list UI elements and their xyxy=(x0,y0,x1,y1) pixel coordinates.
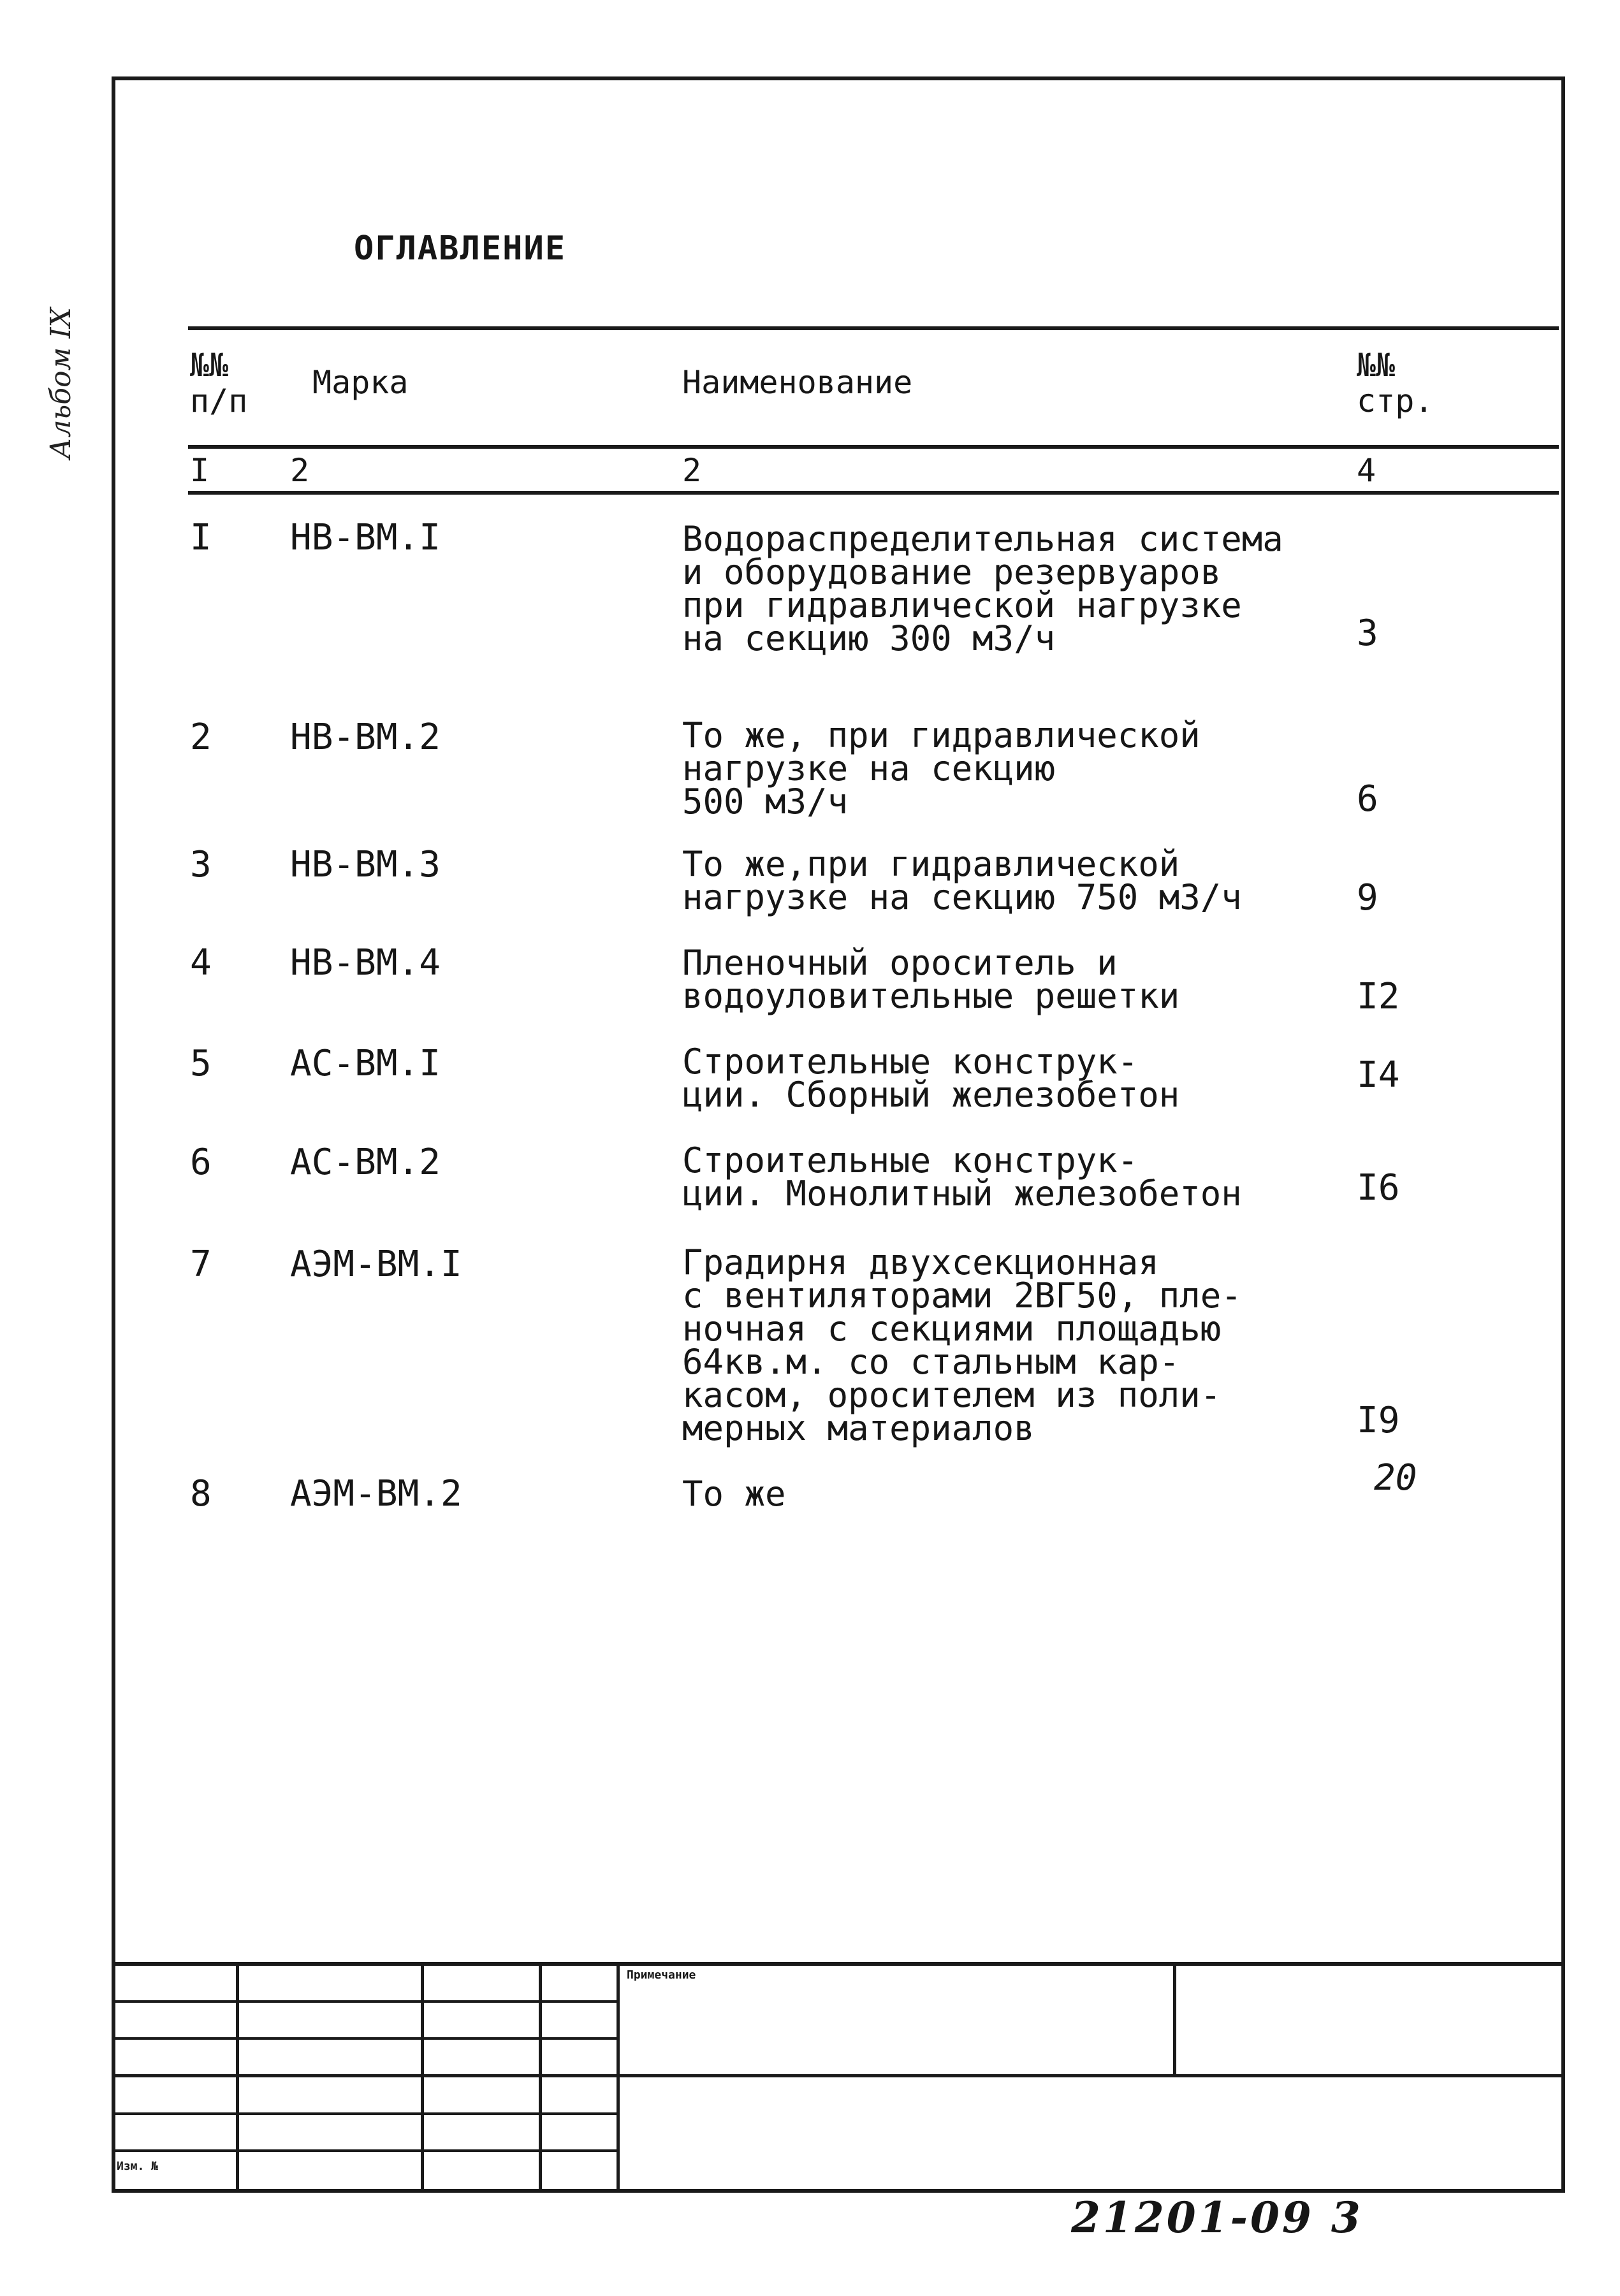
row-mark: АС-ВМ.I xyxy=(290,1043,441,1084)
colnum-num: I xyxy=(190,452,210,489)
row-num: 8 xyxy=(190,1473,212,1515)
header-mark: Марка xyxy=(312,364,409,401)
row-num: 2 xyxy=(190,716,212,758)
colnum-page: 4 xyxy=(1357,452,1376,489)
header-num: №№ п/п xyxy=(190,347,248,419)
row-num: 5 xyxy=(190,1043,212,1084)
row-num: I xyxy=(190,517,212,558)
row-mark: НВ-ВМ.3 xyxy=(290,844,441,885)
table-header-rule xyxy=(188,445,1559,449)
row-num: 7 xyxy=(190,1244,212,1285)
document-number: 21201-09 3 xyxy=(1071,2193,1363,2242)
table-top-rule xyxy=(188,326,1559,330)
row-page: 9 xyxy=(1357,877,1378,919)
row-mark: НВ-ВМ.I xyxy=(290,517,441,558)
row-page: 6 xyxy=(1357,778,1378,820)
row-mark: АЭМ-ВМ.I xyxy=(290,1244,462,1285)
row-num: 3 xyxy=(190,844,212,885)
header-name: Наименование xyxy=(682,364,913,401)
row-num: 6 xyxy=(190,1142,212,1183)
row-page: I6 xyxy=(1357,1167,1400,1209)
row-name: Градирня двухсекционная с вентиляторами 2ВГ50, пле- ночная с секциями площадью 64кв.м. со стальным кар- касом, оросителем из поли- мерных материалов xyxy=(682,1242,1242,1448)
row-name: Строительные конструк- ции. Сборный железобетон xyxy=(682,1042,1180,1115)
note-label: Примечание xyxy=(627,1968,696,1982)
row-mark: НВ-ВМ.2 xyxy=(290,716,441,758)
row-name: Строительные конструк- ции. Монолитный железобетон xyxy=(682,1140,1242,1214)
title-block xyxy=(112,1962,1565,2193)
table-colnum-rule xyxy=(188,491,1559,495)
row-page: I4 xyxy=(1357,1054,1400,1096)
row-name: Водораспределительная система и оборудование резервуаров при гидравлической нагрузке на секцию 300 м3/ч xyxy=(682,519,1283,658)
row-page: I2 xyxy=(1357,976,1400,1017)
row-page: 3 xyxy=(1357,613,1378,654)
row-name: То же xyxy=(682,1474,786,1514)
row-page: 20 xyxy=(1374,1457,1417,1499)
row-name: То же, при гидравлической нагрузке на секцию 500 м3/ч xyxy=(682,715,1200,822)
row-name: То же,при гидравлической нагрузке на секцию 750 м3/ч xyxy=(682,844,1242,917)
revision-label: Изм. № xyxy=(117,2160,159,2173)
row-mark: НВ-ВМ.4 xyxy=(290,942,441,984)
row-mark: АЭМ-ВМ.2 xyxy=(290,1473,462,1515)
colnum-mark: 2 xyxy=(290,452,310,489)
page-title: ОГЛАВЛЕНИЕ xyxy=(354,229,567,268)
row-name: Пленочный ороситель и водоуловительные решетки xyxy=(682,943,1180,1016)
row-page: I9 xyxy=(1357,1400,1400,1441)
header-page: №№ стр. xyxy=(1357,347,1434,419)
colnum-name: 2 xyxy=(682,452,702,489)
row-mark: АС-ВМ.2 xyxy=(290,1142,441,1183)
album-note: Альбом IX xyxy=(45,307,77,459)
row-num: 4 xyxy=(190,942,212,984)
